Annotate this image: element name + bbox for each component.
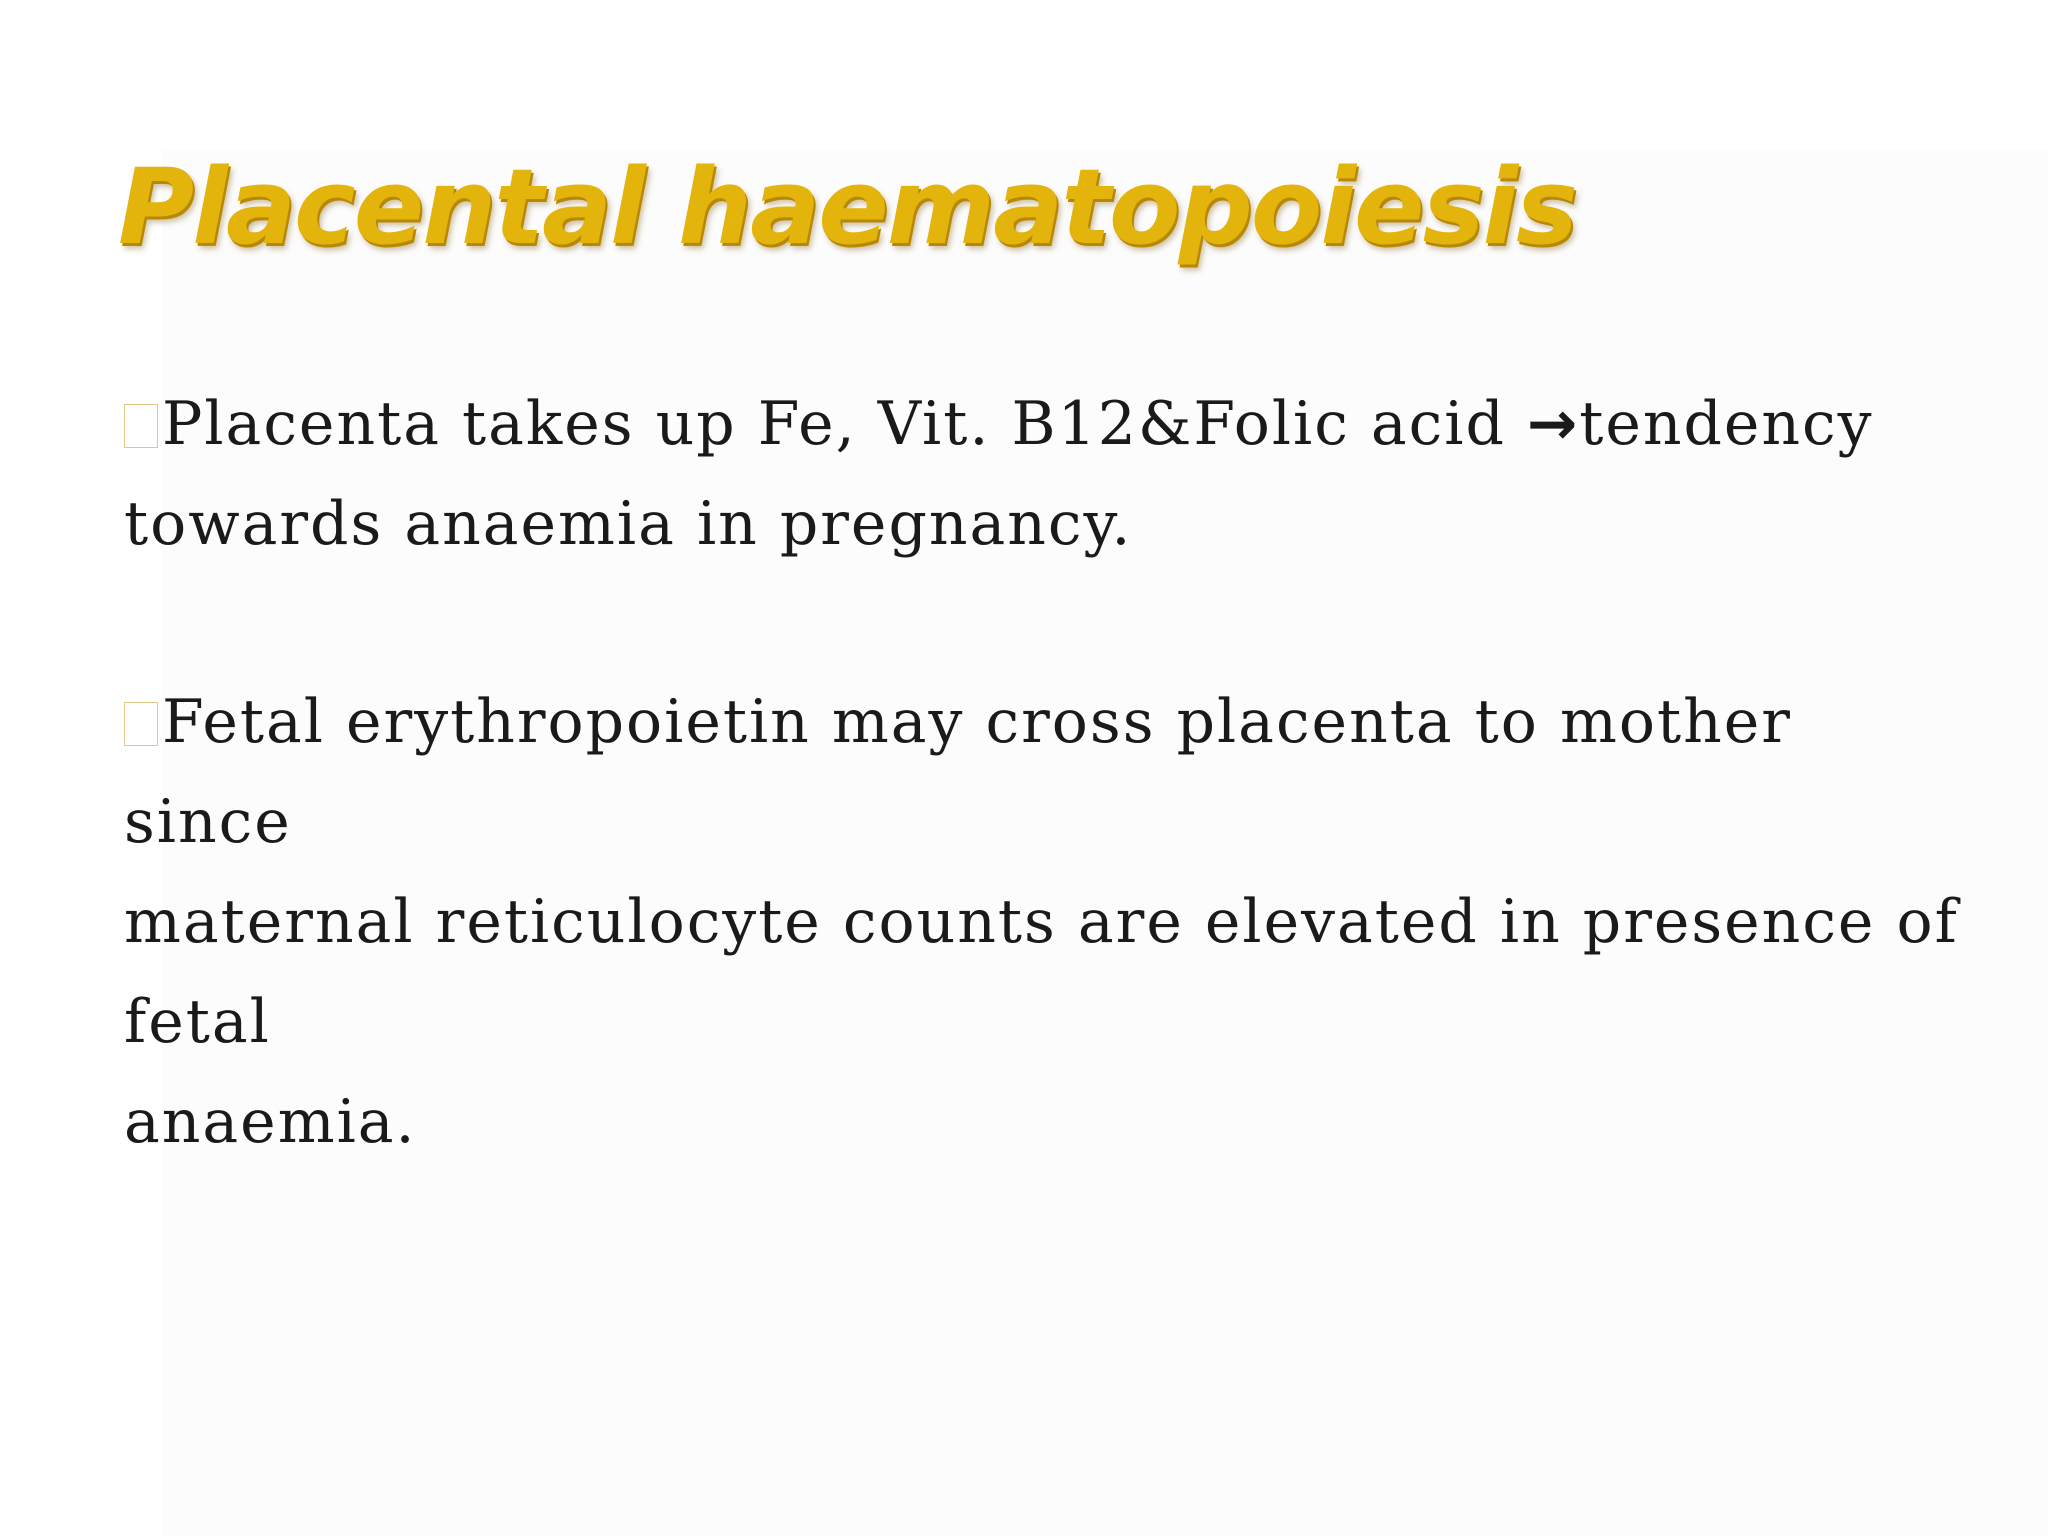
slide-body: [124, 374, 1964, 1270]
paragraph-1-text-a: Placenta takes up Fe, Vit. B12&Folic acid: [162, 389, 1527, 459]
paragraph-placenta-uptake: [124, 374, 1964, 574]
square-bullet-icon: [124, 404, 158, 448]
right-arrow-icon: →: [1526, 389, 1580, 459]
paragraph-2-line-2: maternal reticulocyte counts are elevated in presence of fetal: [124, 887, 1959, 1057]
square-bullet-icon: [124, 702, 158, 746]
paragraph-2-line-1: Fetal erythropoietin may cross placenta to mother since: [124, 687, 1792, 857]
paragraph-2-line-3: anaemia.: [124, 1087, 417, 1157]
slide-title: Placental haematopoiesis: [118, 146, 1577, 268]
paragraph-fetal-erythropoietin: [124, 672, 1964, 1172]
paragraph-1-line-2: towards anaemia in pregnancy.: [124, 489, 1133, 559]
paragraph-1-text-b: tendency: [1579, 389, 1874, 459]
